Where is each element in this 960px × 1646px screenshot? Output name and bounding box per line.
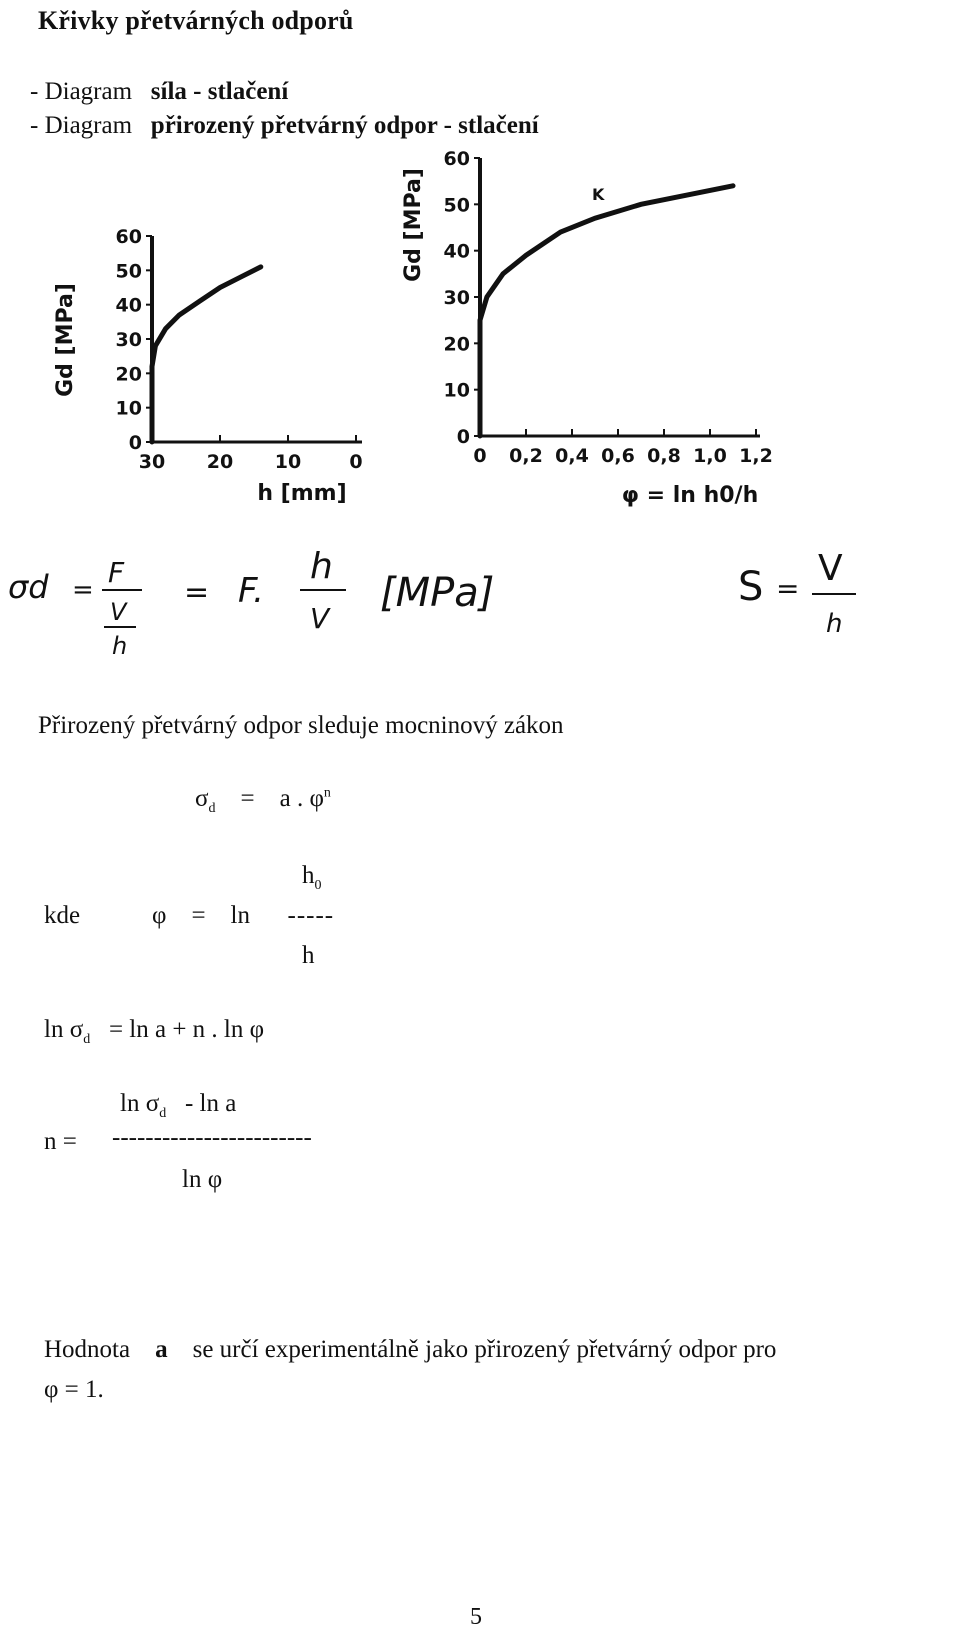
chart2-curve — [480, 186, 733, 436]
value-note — [44, 1336, 776, 1364]
natural-resistance-chart — [380, 140, 800, 520]
eq4-numerator — [120, 1090, 236, 1122]
chart2-xtick-label: 1,2 — [739, 445, 773, 467]
hw-sigma: σd — [8, 568, 49, 606]
hw-h2: h — [310, 550, 333, 587]
eq4-num-sub: d — [159, 1106, 167, 1121]
chart1-ylabel-group — [53, 283, 78, 397]
handwritten-formulas — [0, 550, 960, 670]
chart1-ytick-label: 0 — [128, 432, 142, 454]
chart1-xtick-label: 0 — [349, 451, 363, 473]
bullet-2 — [30, 112, 539, 140]
eq2-dashes: ----- — [287, 902, 335, 929]
hw-v3: V — [818, 550, 843, 589]
bullet-1-prefix: - Diagram — [30, 78, 133, 105]
eq1-eq: = — [240, 785, 255, 812]
hw-h3: h — [826, 609, 843, 639]
chart2-xtick-label: 0,8 — [647, 445, 681, 467]
chart2-xtick-label: 0 — [473, 445, 487, 467]
chart2-xtick-label: 0,2 — [509, 445, 543, 467]
law-text: Přirozený přetvárný odpor sleduje mocninový zákon — [38, 712, 564, 739]
chart1-curve — [152, 267, 261, 442]
chart2-annotation: K — [592, 185, 605, 204]
eq3-sub: d — [83, 1032, 91, 1047]
chart2-xtick-label: 1,0 — [693, 445, 727, 467]
eq1-sup: n — [323, 785, 331, 801]
chart1-ytick-label: 40 — [115, 294, 142, 317]
hw-f2: F. — [238, 571, 264, 611]
chart1-ytick-label: 50 — [115, 260, 142, 283]
bullet-2-prefix: - Diagram — [30, 112, 133, 139]
eq3-ln1: ln σ — [44, 1016, 84, 1043]
eq2-line — [152, 902, 334, 930]
chart1-xtick-label: 20 — [206, 451, 234, 473]
hw-eq2: = — [184, 575, 210, 610]
eq4-num-a: ln σ — [120, 1090, 160, 1117]
value-note-b: se určí experimentálně jako přirozený přetvárný odpor pro — [192, 1336, 777, 1363]
hw-v2: V — [310, 602, 330, 635]
eq1-sub: d — [208, 801, 216, 816]
value-note-a: Hodnota — [44, 1336, 131, 1363]
chart2-ytick-label: 60 — [443, 148, 470, 170]
chart1-ytick-label: 20 — [115, 363, 142, 386]
hw-s: S — [738, 564, 764, 610]
equation-power-law — [195, 785, 331, 817]
eq2-lhs: φ — [152, 902, 167, 929]
chart1-ytick-label: 30 — [115, 329, 142, 351]
eq2-den: h — [302, 942, 315, 969]
chart2-ytick-label: 10 — [443, 379, 470, 402]
page-title: Křivky přetvárných odporů — [38, 6, 354, 35]
eq2-ln: ln — [230, 902, 250, 929]
eq2-num: h — [302, 862, 315, 889]
eq2-num-sub: 0 — [314, 878, 322, 893]
eq4-num-b: - ln a — [184, 1090, 237, 1117]
hw-eq3: = — [776, 572, 800, 605]
chart2-ytick-label: 50 — [443, 194, 470, 217]
chart2-xtick-label: 0,4 — [555, 445, 589, 467]
bullet-1-label: síla - stlačení — [150, 78, 289, 105]
page-number: 5 — [470, 1604, 482, 1630]
chart2-ylabel-group — [401, 168, 426, 282]
chart1-xtick-label: 10 — [274, 451, 302, 473]
hw-v1: V — [110, 598, 127, 626]
hw-unit: [MPa] — [380, 570, 495, 616]
value-note-bold: a — [155, 1336, 168, 1363]
eq1-lhs: σ — [195, 785, 209, 812]
bullet-1 — [30, 78, 288, 106]
chart2-ytick-label: 0 — [456, 426, 470, 448]
eq2-numerator — [302, 862, 322, 894]
chart2-ytick-label: 30 — [443, 287, 470, 309]
chart2-xlabel: φ = ln h0/h — [621, 483, 759, 508]
chart1-ylabel: Gd [MPa] — [53, 283, 78, 397]
equation-log — [44, 1016, 264, 1048]
chart2-xtick-label: 0,6 — [601, 445, 635, 467]
eq4-den: ln φ — [182, 1166, 223, 1193]
hw-h1: h — [112, 632, 128, 660]
hw-f1: F — [108, 556, 125, 589]
value-note-line2: φ = 1. — [44, 1376, 104, 1403]
bullet-2-label: přirozený přetvárný odpor - stlačení — [150, 112, 539, 139]
eq4-dashes: ------------------------ — [112, 1124, 312, 1151]
chart2-ytick-label: 20 — [443, 333, 470, 356]
chart1-ytick-label: 60 — [115, 226, 142, 248]
eq3-rest: = ln a + n . ln φ — [108, 1016, 265, 1043]
chart2-ylabel: Gd [MPa] — [401, 168, 426, 282]
eq1-rhs: a . φ — [279, 785, 324, 812]
chart1-xlabel: h [mm] — [257, 481, 347, 506]
chart2-ytick-label: 40 — [443, 240, 470, 263]
eq4-lhs: n = — [44, 1128, 77, 1155]
hw-eq1: = — [72, 575, 94, 605]
kde-label: kde — [44, 902, 81, 929]
chart1-xtick-label: 30 — [138, 451, 166, 473]
chart1-ytick-label: 10 — [115, 397, 142, 420]
eq2-eq: = — [191, 902, 206, 929]
force-compression-chart — [0, 210, 420, 530]
